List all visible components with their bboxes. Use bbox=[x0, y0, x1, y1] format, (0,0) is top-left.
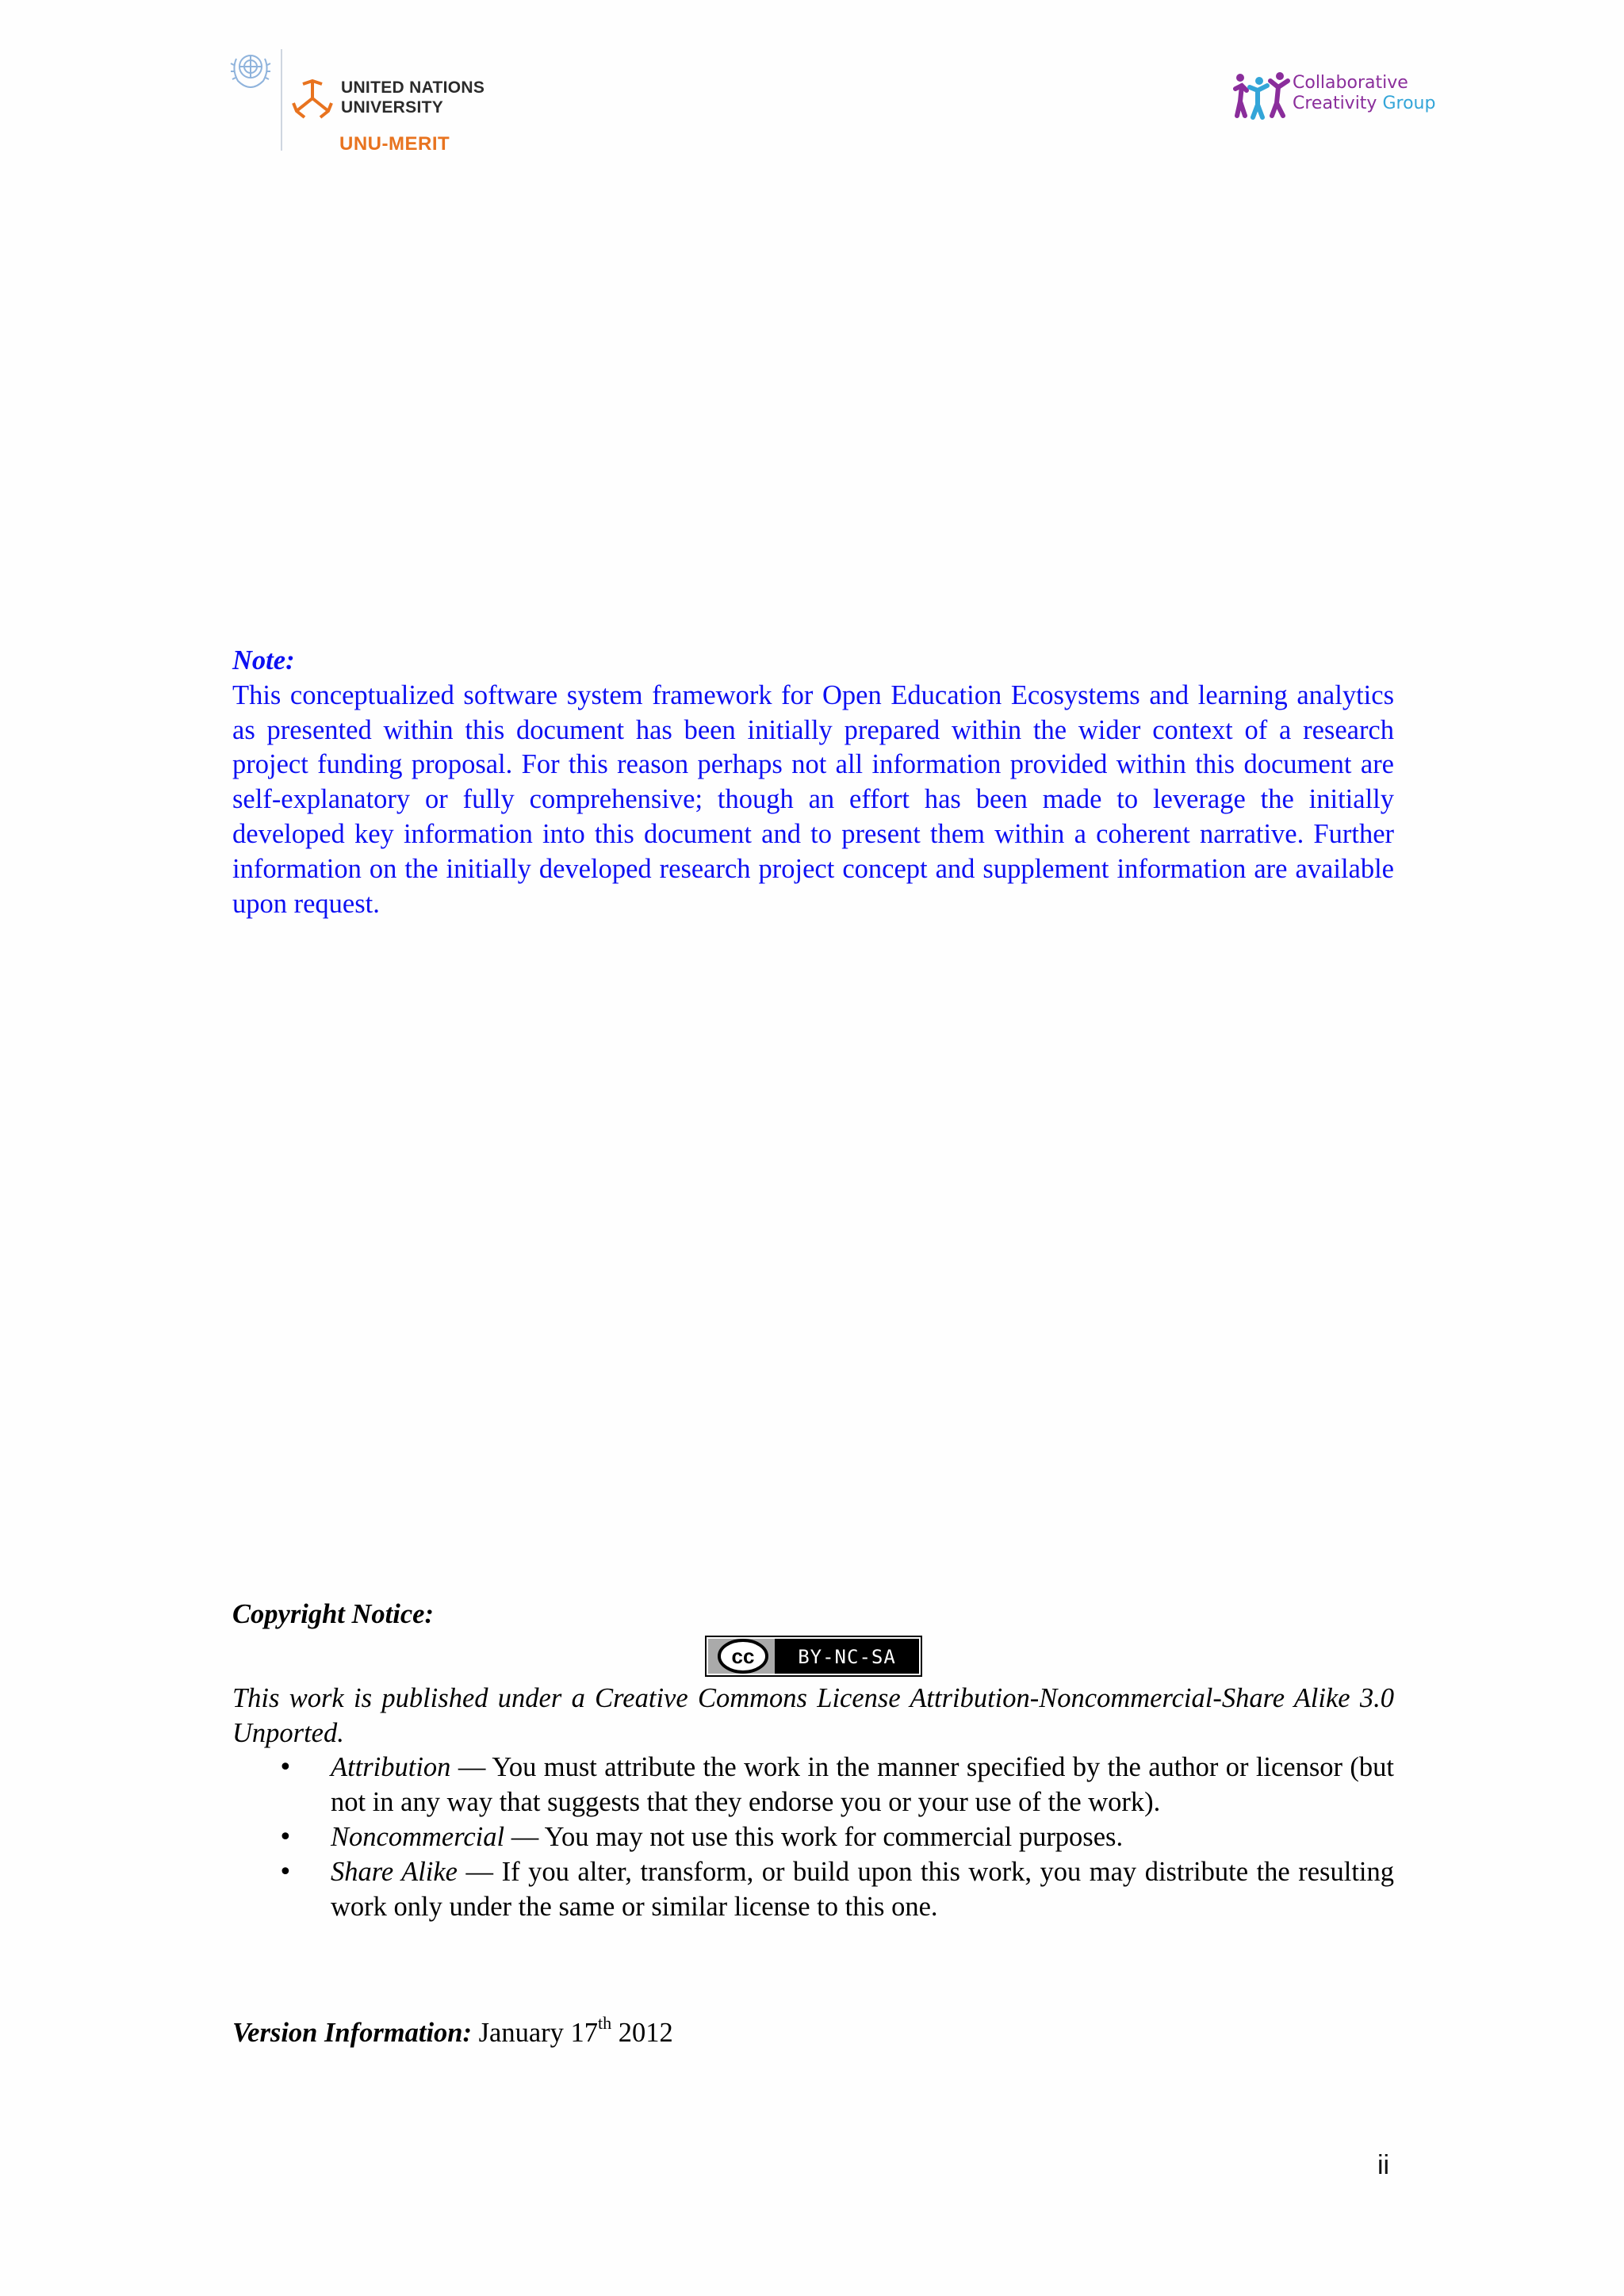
unu-merit-logo bbox=[222, 40, 508, 166]
unu-name-line1: UNITED NATIONS bbox=[341, 78, 485, 97]
ccg-text bbox=[1293, 73, 1435, 114]
version-year: 2012 bbox=[611, 2018, 673, 2048]
page-number: ii bbox=[1377, 2150, 1390, 2180]
license-terms-list bbox=[232, 1751, 1394, 1924]
copyright-section bbox=[232, 1598, 1394, 1924]
version-date: January 17 bbox=[471, 2018, 599, 2048]
cc-badge-row bbox=[232, 1636, 1394, 1680]
note-text: This conceptualized software system framework for Open Education Ecosystems and learning analytics as presented within this document has been initially prepared within the wider context of a research project funding proposal. For this reason perhaps not all information provided within this document are self-explanatory or fully comprehensive; though an effort has been made to leverage the initially developed key information into this document and to present them within a coherent narrative. Further information on the initially developed research project concept and supplement information are available upon request. bbox=[232, 679, 1394, 919]
unu-mark-icon bbox=[289, 76, 336, 124]
cc-badge-text: BY-NC-SA bbox=[797, 1645, 896, 1668]
cc-license-icon[interactable] bbox=[705, 1636, 922, 1677]
copyright-intro: This work is published under a Creative Commons License Attribution-Noncommercial-Share Alike 3.0 Unported. bbox=[232, 1682, 1394, 1748]
copyright-label: Copyright Notice: bbox=[232, 1599, 434, 1629]
license-term: Noncommercial bbox=[331, 1821, 505, 1852]
version-date-suffix: th bbox=[598, 2012, 612, 2033]
license-term: Attribution bbox=[331, 1752, 451, 1783]
list-item bbox=[278, 1855, 1394, 1925]
license-term-text: — If you alter, transform, or build upon this work, you may distribute the resulting work only under the same or similar license to this one. bbox=[331, 1856, 1394, 1922]
bullet: • bbox=[278, 1823, 293, 1851]
bullet: • bbox=[278, 1858, 293, 1886]
version-information bbox=[232, 2012, 673, 2050]
unu-name-line2: UNIVERSITY bbox=[341, 98, 444, 117]
cc-badge-cc: cc bbox=[731, 1644, 754, 1668]
unu-merit-label: UNU-MERIT bbox=[339, 133, 450, 155]
license-term-text: — You may not use this work for commercial purposes. bbox=[504, 1821, 1124, 1852]
list-item bbox=[278, 1751, 1394, 1820]
people-icon bbox=[1232, 70, 1293, 121]
note-section bbox=[232, 644, 1394, 921]
note-label: Note: bbox=[232, 645, 295, 675]
ccg-line2 bbox=[1293, 94, 1435, 114]
bullet: • bbox=[278, 1754, 293, 1782]
ccg-line1: Collaborative bbox=[1293, 73, 1408, 93]
collaborative-creativity-group-logo bbox=[1229, 65, 1459, 128]
un-emblem-icon bbox=[227, 44, 274, 92]
ccg-line2-creativity: Creativity bbox=[1293, 94, 1377, 113]
unu-name bbox=[341, 78, 485, 117]
list-item bbox=[278, 1820, 1394, 1855]
ccg-line2-group: Group bbox=[1382, 94, 1436, 113]
version-label: Version Information: bbox=[232, 2018, 472, 2048]
logo-divider bbox=[281, 49, 282, 151]
license-term: Share Alike bbox=[331, 1856, 458, 1887]
license-term-text: — You must attribute the work in the manner specified by the author or licensor (but not in any way that suggests that they endorse you or your use of the work). bbox=[331, 1752, 1394, 1818]
